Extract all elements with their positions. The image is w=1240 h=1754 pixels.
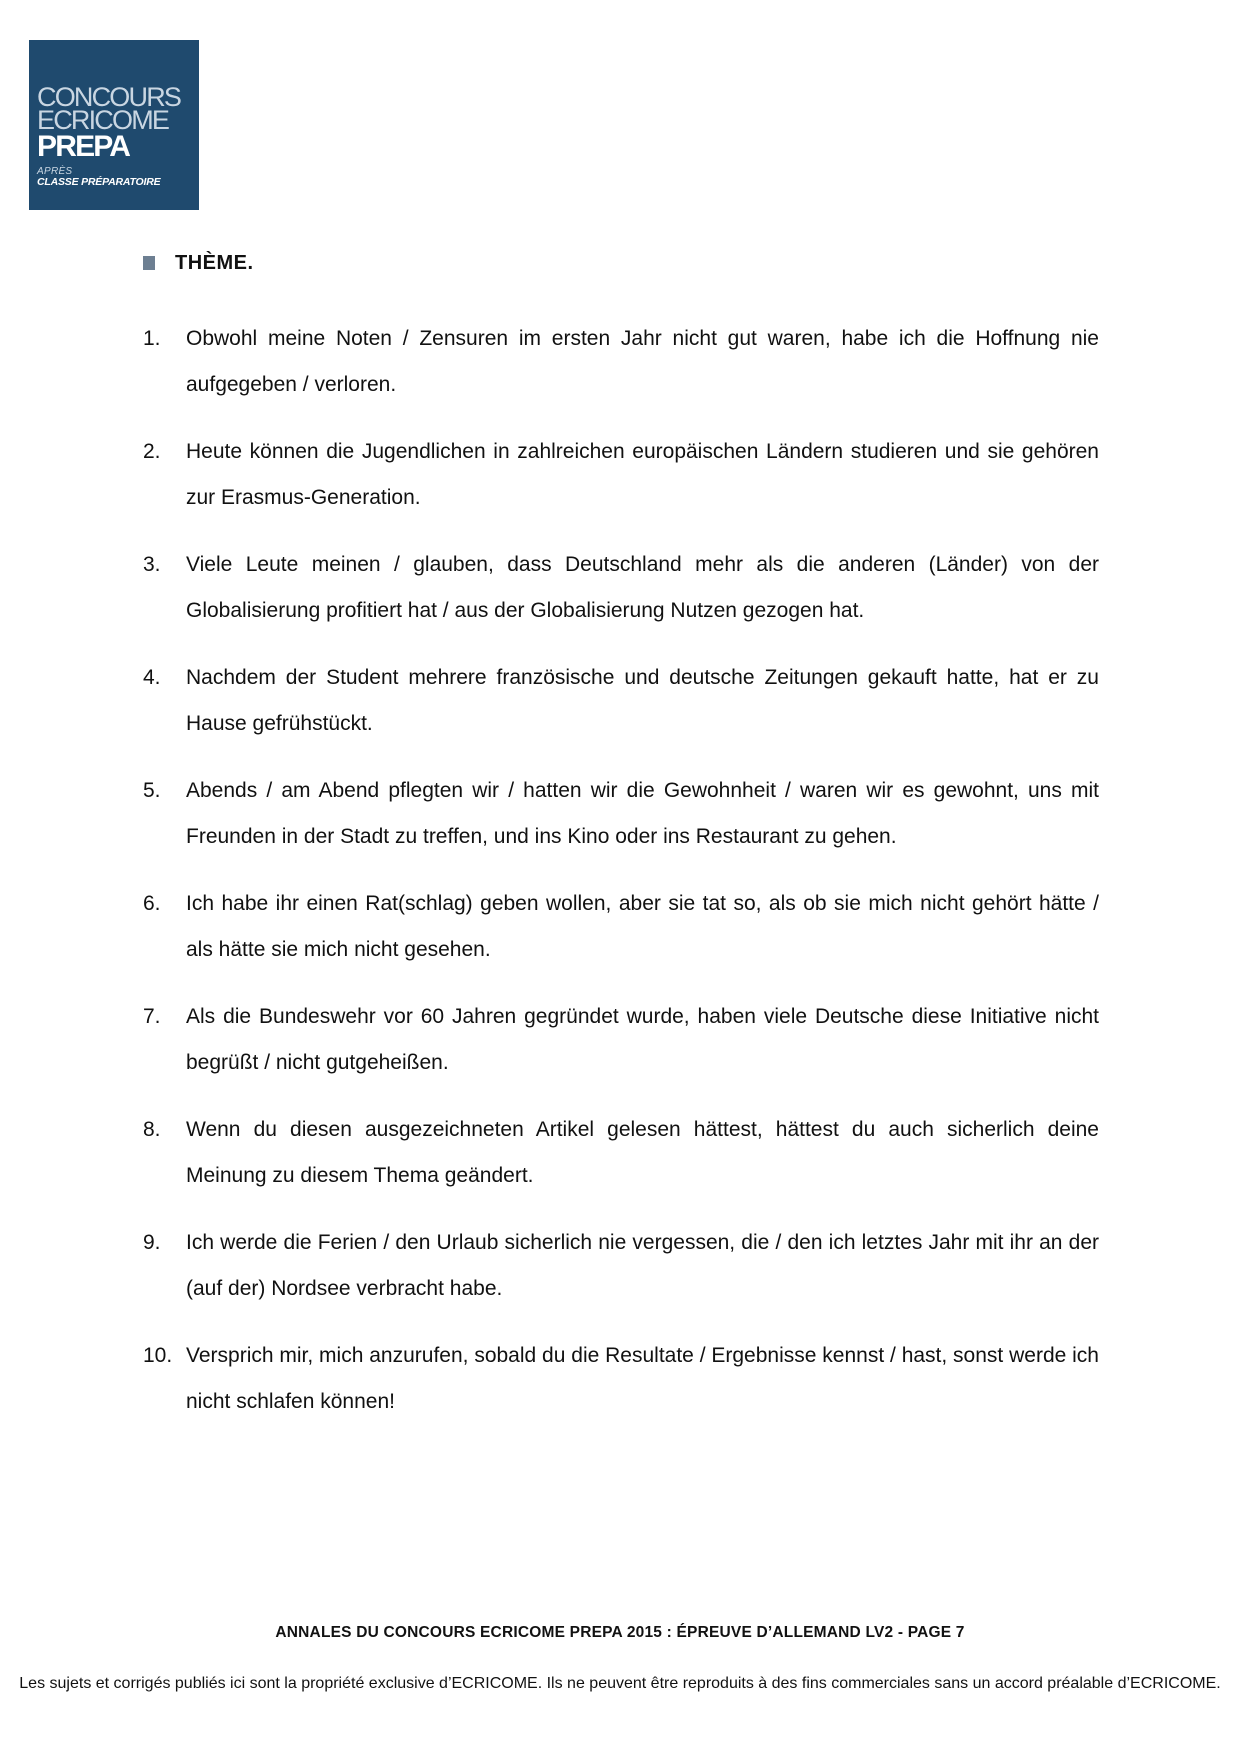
list-item (143, 1107, 1099, 1199)
list-item (143, 768, 1099, 860)
item-number: 2. (143, 440, 161, 463)
list-item (143, 881, 1099, 973)
item-text: Abends / am Abend pflegten wir / hatten wir die Gewohnheit / waren wir es gewohnt, uns mit Freunden in der Stadt zu treffen, und ins Kino oder ins Restaurant zu gehen. (186, 779, 1099, 848)
item-number: 3. (143, 553, 161, 576)
item-text: Wenn du diesen ausgezeichneten Artikel gelesen hättest, hättest du auch sicherlich deine Meinung zu diesem Thema geändert. (186, 1118, 1099, 1187)
item-text: Viele Leute meinen / glauben, dass Deutschland mehr als die anderen (Länder) von der Globalisierung profitiert hat / aus der Globalisierung Nutzen gezogen hat. (186, 553, 1099, 622)
item-text: Ich habe ihr einen Rat(schlag) geben wollen, aber sie tat so, als ob sie mich nicht gehört hätte / als hätte sie mich nicht gesehen. (186, 892, 1099, 961)
list-item (143, 316, 1099, 408)
logo-line-classe: CLASSE PRÉPARATOIRE (37, 176, 161, 188)
item-number: 5. (143, 779, 161, 802)
list-item (143, 1220, 1099, 1312)
list-item (143, 994, 1099, 1086)
section-title: THÈME. (175, 251, 254, 274)
logo-line-concours: CONCOURS (37, 82, 181, 112)
item-text: Obwohl meine Noten / Zensuren im ersten Jahr nicht gut waren, habe ich die Hoffnung nie aufgegeben / verloren. (186, 327, 1099, 396)
item-number: 4. (143, 666, 161, 689)
item-text: Versprich mir, mich anzurufen, sobald du die Resultate / Ergebnisse kennst / hast, sonst werde ich nicht schlafen können! (186, 1344, 1099, 1413)
item-number: 9. (143, 1231, 161, 1254)
item-text: Als die Bundeswehr vor 60 Jahren gegründet wurde, haben viele Deutsche diese Initiative nicht begrüßt / nicht gutgeheißen. (186, 1005, 1099, 1074)
section-heading (143, 250, 254, 276)
item-text: Nachdem der Student mehrere französische und deutsche Zeitungen gekauft hatte, hat er zu Hause gefrühstückt. (186, 666, 1099, 735)
list-item (143, 429, 1099, 521)
footer-note: Les sujets et corrigés publiés ici sont la propriété exclusive d’ECRICOME. Ils ne peuvent être reproduits à des fins commerciales sans un accord préalable d’ECRICOME. (19, 1675, 1221, 1692)
item-number: 7. (143, 1005, 161, 1028)
item-number: 10. (143, 1344, 173, 1367)
logo-line-ecricome: ECRICOME (37, 105, 169, 135)
list-item (143, 655, 1099, 747)
item-text: Ich werde die Ferien / den Urlaub sicherlich nie vergessen, die / den ich letztes Jahr mit ihr an der (auf der) Nordsee verbracht habe. (186, 1231, 1099, 1300)
square-bullet-icon (143, 256, 155, 270)
item-text: Heute können die Jugendlichen in zahlreichen europäischen Ländern studieren und sie gehören zur Erasmus-Generation. (186, 440, 1099, 509)
list-item (143, 1333, 1099, 1425)
item-number: 8. (143, 1118, 161, 1141)
ecricome-logo (29, 40, 199, 210)
item-number: 6. (143, 892, 161, 915)
translation-list (143, 316, 1099, 1446)
footer-title: ANNALES DU CONCOURS ECRICOME PREPA 2015 : ÉPREUVE D’ALLEMAND LV2 - PAGE 7 (275, 1624, 965, 1641)
logo-line-apres: APRÈS (37, 166, 73, 177)
list-item (143, 542, 1099, 634)
item-number: 1. (143, 327, 161, 350)
logo-line-prepa: PREPA (37, 130, 130, 163)
